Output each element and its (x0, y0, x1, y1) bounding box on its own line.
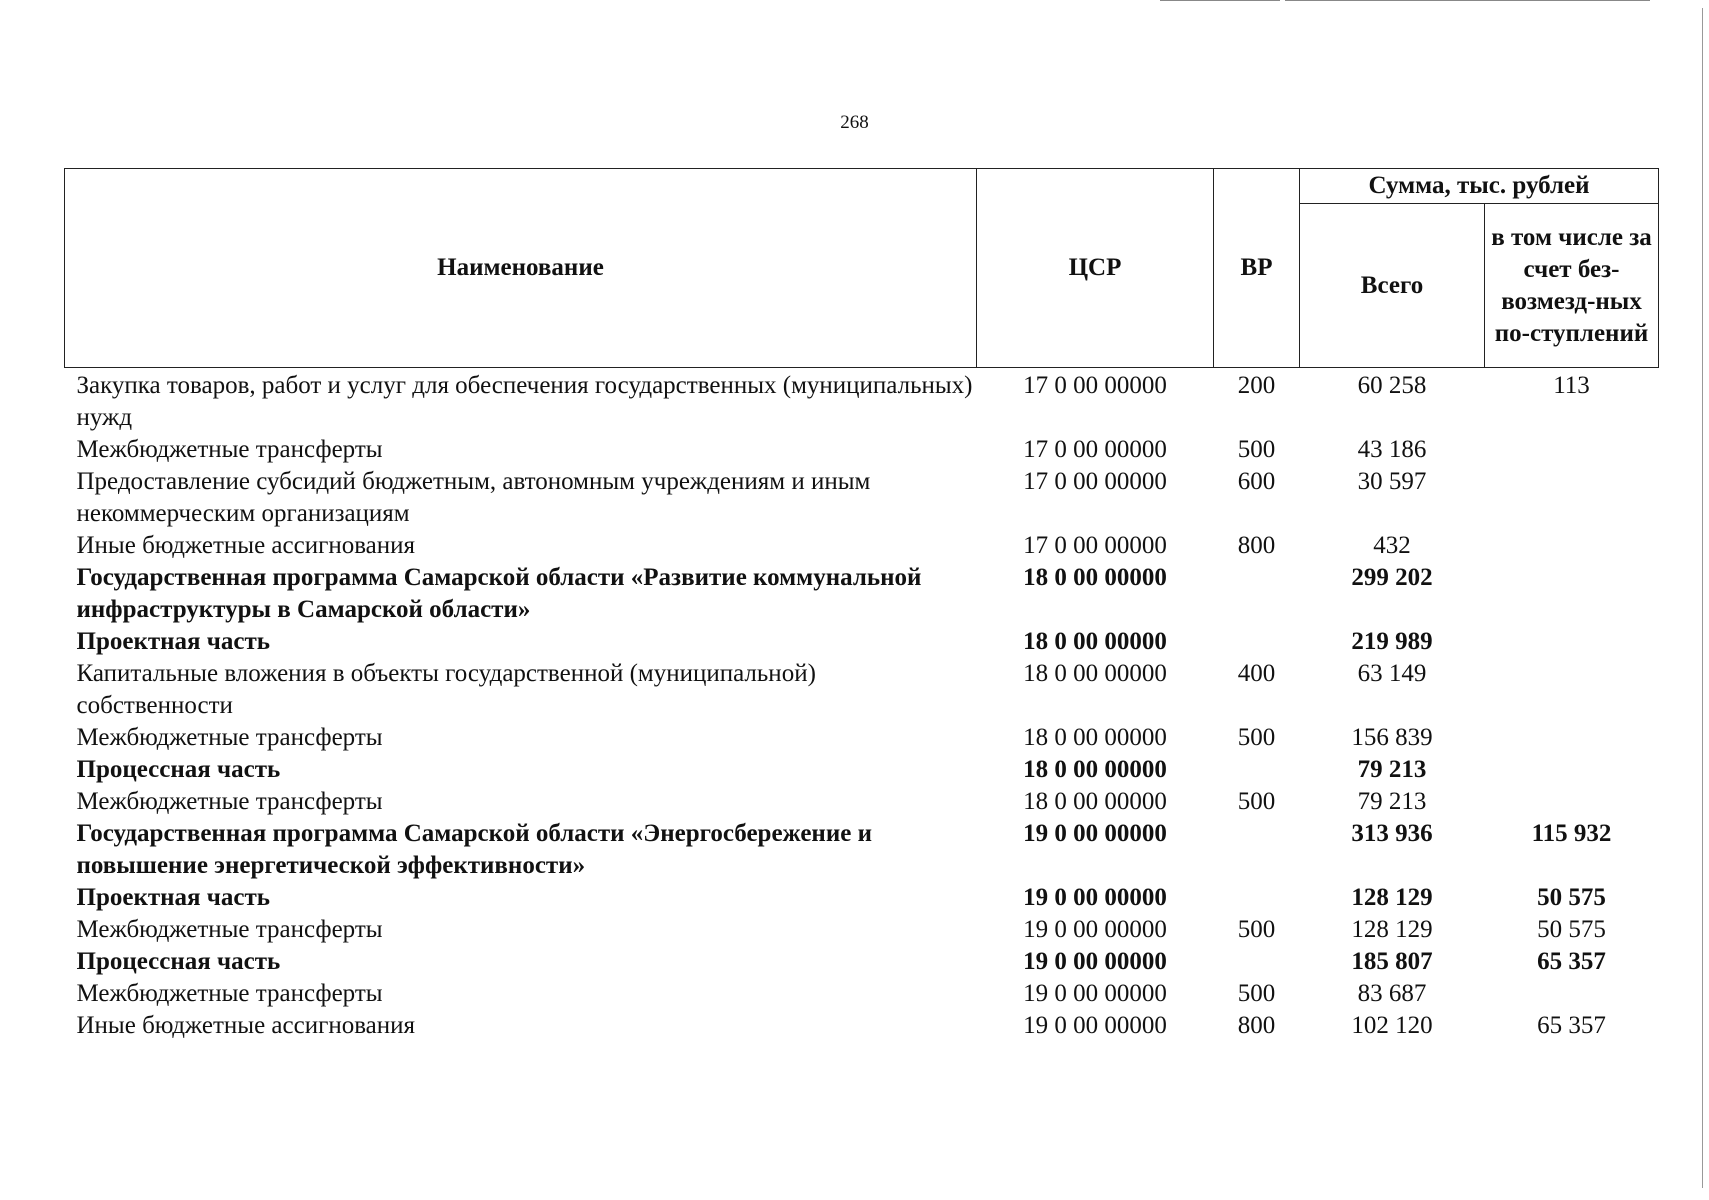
row-total: 79 213 (1357, 756, 1427, 783)
row-total: 156 839 (1351, 724, 1433, 751)
table-body (65, 368, 1659, 1043)
row-free-receipts: 50 575 (1537, 884, 1606, 911)
header-sum-group: Сумма, тыс. рублей (1300, 169, 1659, 204)
row-csr: 19 0 00 00000 (1023, 948, 1167, 975)
row-free-receipts (1485, 722, 1659, 754)
row-vr: 200 (1237, 372, 1276, 399)
row-vr: 800 (1237, 1012, 1276, 1039)
row-name: Государственная программа Самарской области «Развитие коммунальной инфраструктуры в Самарской области» (76, 564, 922, 623)
table-row (65, 562, 1659, 626)
row-free-receipts: 65 357 (1537, 1012, 1606, 1039)
row-csr: 19 0 00 00000 (1023, 980, 1167, 1007)
row-free-receipts (1485, 562, 1659, 626)
row-csr: 18 0 00 00000 (1023, 756, 1167, 783)
row-vr (1214, 818, 1300, 882)
top-scan-rule (1160, 0, 1280, 1)
row-vr (1214, 946, 1300, 978)
row-name: Межбюджетные трансферты (76, 788, 383, 815)
row-free-receipts: 65 357 (1537, 948, 1606, 975)
row-total: 79 213 (1357, 788, 1427, 815)
header-free-receipts: в том числе за счет без-возмезд-ных по-ступлений (1485, 204, 1659, 368)
row-vr (1214, 754, 1300, 786)
row-vr: 800 (1237, 532, 1276, 559)
row-name: Иные бюджетные ассигнования (76, 532, 416, 559)
row-csr: 18 0 00 00000 (1023, 660, 1167, 687)
row-vr: 500 (1237, 980, 1276, 1007)
row-name: Процессная часть (76, 756, 281, 783)
table-row (65, 530, 1659, 562)
row-total: 83 687 (1357, 980, 1427, 1007)
row-name: Процессная часть (76, 948, 281, 975)
row-csr: 19 0 00 00000 (1023, 820, 1167, 847)
row-vr (1214, 626, 1300, 658)
row-total: 219 989 (1351, 628, 1433, 655)
row-csr: 19 0 00 00000 (1023, 1012, 1167, 1039)
table-row (65, 626, 1659, 658)
page-number: 268 (840, 112, 869, 133)
table-row (65, 658, 1659, 722)
header-vr: ВР (1214, 169, 1300, 368)
row-free-receipts: 115 932 (1531, 820, 1612, 847)
table-row (65, 786, 1659, 818)
table-row (65, 978, 1659, 1010)
row-name: Межбюджетные трансферты (76, 436, 383, 463)
appropriations-table (64, 168, 1659, 1042)
table-row (65, 946, 1659, 978)
row-total: 102 120 (1351, 1012, 1433, 1039)
row-total: 128 129 (1351, 884, 1433, 911)
row-vr: 400 (1237, 660, 1276, 687)
row-csr: 19 0 00 00000 (1023, 884, 1167, 911)
row-total: 128 129 (1351, 916, 1433, 943)
row-free-receipts (1485, 658, 1659, 722)
row-csr: 17 0 00 00000 (1023, 372, 1167, 399)
row-free-receipts (1485, 466, 1659, 530)
right-scan-rule (1702, 8, 1703, 1188)
row-vr: 500 (1237, 724, 1276, 751)
table-row (65, 722, 1659, 754)
table-row (65, 754, 1659, 786)
header-name: Наименование (65, 169, 977, 368)
header-csr: ЦСР (977, 169, 1214, 368)
row-total: 185 807 (1351, 948, 1433, 975)
row-total: 30 597 (1357, 468, 1427, 495)
row-name: Иные бюджетные ассигнования (76, 1012, 416, 1039)
row-free-receipts: 113 (1553, 372, 1590, 399)
row-free-receipts (1485, 530, 1659, 562)
table-row (65, 818, 1659, 882)
table-header (65, 169, 1659, 368)
row-name: Межбюджетные трансферты (76, 724, 383, 751)
row-vr (1214, 562, 1300, 626)
row-free-receipts (1485, 978, 1659, 1010)
row-name: Государственная программа Самарской области «Энергосбережение и повышение энергетической эффективности» (76, 820, 872, 879)
row-total: 43 186 (1357, 436, 1427, 463)
row-csr: 19 0 00 00000 (1023, 916, 1167, 943)
row-vr: 500 (1237, 788, 1276, 815)
row-csr: 18 0 00 00000 (1023, 788, 1167, 815)
row-csr: 18 0 00 00000 (1023, 724, 1167, 751)
row-vr (1214, 882, 1300, 914)
table-row (65, 368, 1659, 435)
row-free-receipts (1485, 434, 1659, 466)
row-total: 299 202 (1351, 564, 1433, 591)
row-csr: 17 0 00 00000 (1023, 532, 1167, 559)
row-vr: 500 (1237, 916, 1276, 943)
table-row (65, 466, 1659, 530)
table-row (65, 1010, 1659, 1042)
row-csr: 17 0 00 00000 (1023, 468, 1167, 495)
row-csr: 18 0 00 00000 (1023, 628, 1167, 655)
row-name: Проектная часть (76, 884, 271, 911)
table-row (65, 434, 1659, 466)
row-name: Межбюджетные трансферты (76, 980, 383, 1007)
row-total: 432 (1373, 532, 1411, 559)
row-total: 313 936 (1351, 820, 1433, 847)
row-free-receipts (1485, 626, 1659, 658)
row-csr: 18 0 00 00000 (1023, 564, 1167, 591)
row-vr: 600 (1237, 468, 1276, 495)
row-csr: 17 0 00 00000 (1023, 436, 1167, 463)
row-name: Межбюджетные трансферты (76, 916, 383, 943)
row-total: 63 149 (1357, 660, 1427, 687)
row-name: Предоставление субсидий бюджетным, автономным учреждениям и иным некоммерческим организациям (76, 468, 871, 527)
table-row (65, 882, 1659, 914)
row-free-receipts: 50 575 (1537, 916, 1606, 943)
row-free-receipts (1485, 786, 1659, 818)
row-name: Проектная часть (76, 628, 271, 655)
top-scan-rule (1285, 0, 1650, 1)
row-total: 60 258 (1357, 372, 1427, 399)
row-vr: 500 (1237, 436, 1276, 463)
row-name: Закупка товаров, работ и услуг для обеспечения государственных (муниципальных) нужд (76, 372, 973, 431)
row-name: Капитальные вложения в объекты государственной (муниципальной) собственности (76, 660, 816, 719)
header-total: Всего (1300, 204, 1485, 368)
table-row (65, 914, 1659, 946)
row-free-receipts (1485, 754, 1659, 786)
